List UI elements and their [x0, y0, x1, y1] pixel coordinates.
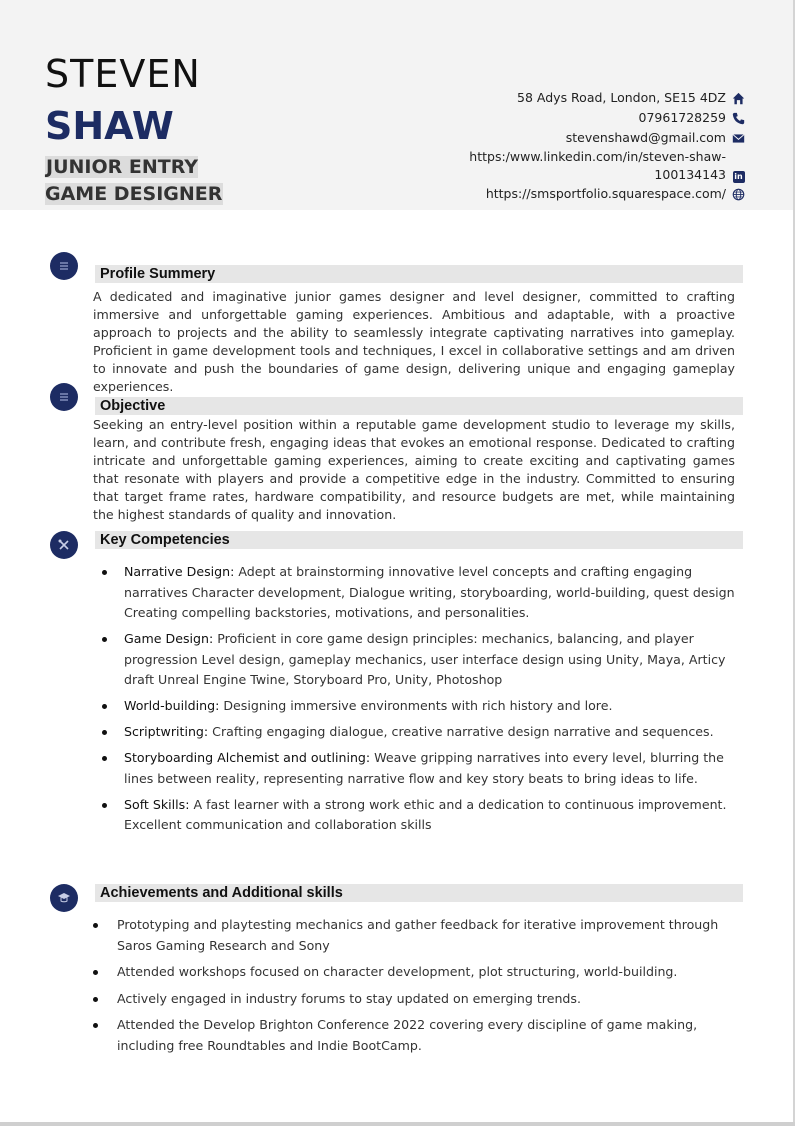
- linkedin-link-part1[interactable]: https:/www.linkedin.com/in/steven-shaw-: [469, 149, 726, 164]
- graduation-cap-icon: [57, 891, 71, 905]
- linkedin-icon: in: [734, 171, 743, 181]
- competency-item: [100, 629, 745, 691]
- contact-block: [415, 88, 745, 204]
- role-title: [45, 154, 245, 208]
- contact-linkedin-line2[interactable]: [415, 166, 745, 184]
- achievements-section-icon: [50, 884, 78, 912]
- competency-text: Proficient in core game design principles: mechanics, balancing, and player progression Level design, gameplay mechanics, user interface design using Unity, Maya, Articy draft Unreal Engine Twine, Storyboard Pro, Unity, Photoshop: [124, 631, 726, 687]
- competency-label: Narrative Design:: [124, 564, 235, 579]
- contact-phone: [415, 108, 745, 128]
- contact-portfolio[interactable]: [415, 184, 745, 204]
- home-icon: [732, 92, 745, 105]
- list-icon: [57, 259, 71, 273]
- tools-icon: [57, 538, 71, 552]
- competency-text: Adept at brainstorming innovative level concepts and crafting engaging narratives Character development, Dialogue writing, storyboarding, world-building, quest design Creating compelling backstories, motivations, and personalities.: [124, 564, 735, 620]
- competency-label: World-building:: [124, 698, 220, 713]
- competency-label: Soft Skills:: [124, 796, 190, 812]
- competencies-section-icon: [50, 531, 78, 559]
- objective-heading: Objective: [95, 397, 743, 415]
- profile-heading: Profile Summery: [95, 265, 743, 283]
- competency-item: [100, 562, 745, 624]
- role-title-text: JUNIOR ENTRY GAME DESIGNER: [45, 156, 223, 205]
- contact-address: [415, 88, 745, 108]
- email-link[interactable]: stevenshawd@gmail.com: [565, 130, 726, 145]
- competency-item: [100, 795, 745, 836]
- competency-item: [100, 748, 745, 789]
- last-name: SHAW: [45, 104, 174, 148]
- envelope-icon: [732, 132, 745, 145]
- achievement-item: Actively engaged in industry forums to stay updated on emerging trends.: [93, 989, 743, 1010]
- page-bottom-edge: [0, 1122, 795, 1126]
- achievements-heading: Achievements and Additional skills: [95, 884, 743, 902]
- achievement-item: Attended workshops focused on character development, plot structuring, world-building.: [93, 962, 743, 983]
- phone-text: 07961728259: [638, 110, 726, 125]
- globe-icon: [732, 188, 745, 201]
- competency-text: Weave gripping narratives into every level, blurring the lines between reality, representing narrative flow and key story beats to bring ideas to life.: [124, 750, 724, 786]
- profile-text: A dedicated and imaginative junior games designer and level designer, committed to crafting immersive and unforgettable gaming experiences. Ambitious and adaptable, with a proactive approach to projects and the ability to seamlessly integrate captivating narratives into gameplay. Proficient in game development tools and techniques, I excel in collaborative settings and am driven to innovate and push the boundaries of game design, delivering unique and engaging gameplay experiences.: [93, 289, 735, 394]
- profile-section-icon: [50, 252, 78, 280]
- linkedin-link-part2[interactable]: 100134143: [654, 167, 726, 182]
- phone-icon: [732, 112, 745, 125]
- achievements-list: [93, 915, 743, 1062]
- address-text: 58 Adys Road, London, SE15 4DZ: [517, 90, 726, 105]
- competency-text: Designing immersive environments with rich history and lore.: [219, 698, 613, 713]
- competency-item: [100, 722, 745, 743]
- achievement-item: Attended the Develop Brighton Conference 2022 covering every discipline of game making, including free Roundtables and Indie BootCamp.: [93, 1015, 743, 1056]
- competency-label: Storyboarding Alchemist and outlining:: [124, 750, 371, 765]
- achievement-item: Prototyping and playtesting mechanics and gather feedback for iterative improvement through Saros Gaming Research and Sony: [93, 915, 743, 956]
- objective-section-icon: [50, 383, 78, 411]
- competency-item: [100, 696, 745, 717]
- first-name: STEVEN: [45, 52, 201, 96]
- objective-text: Seeking an entry-level position within a reputable game development studio to leverage my skills, learn, and contribute fresh, engaging ideas that evokes an emotional response. Dedicated to crafting intricate and unforgettable gaming experiences, aiming to create exciting and captivating games that resonate with players and provide a competitive edge in the industry. Committed to ensuring that target frame rates, hardware compatibility, and resource budgets are met, while maintaining the highest standards of quality and innovation.: [93, 417, 735, 522]
- contact-email[interactable]: [415, 128, 745, 148]
- competency-label: Scriptwriting:: [124, 724, 209, 739]
- competencies-heading: Key Competencies: [95, 531, 743, 549]
- competency-text: A fast learner with a strong work ethic and a dedication to continuous improvement. Excellent communication and collaboration skills: [124, 796, 727, 832]
- competencies-list: [100, 562, 745, 841]
- list-icon: [57, 390, 71, 404]
- contact-linkedin-line1[interactable]: [415, 148, 745, 166]
- competency-text: Crafting engaging dialogue, creative narrative design narrative and sequences.: [208, 724, 714, 739]
- portfolio-link[interactable]: https://smsportfolio.squarespace.com/: [485, 186, 726, 201]
- competency-label: Game Design:: [124, 631, 214, 646]
